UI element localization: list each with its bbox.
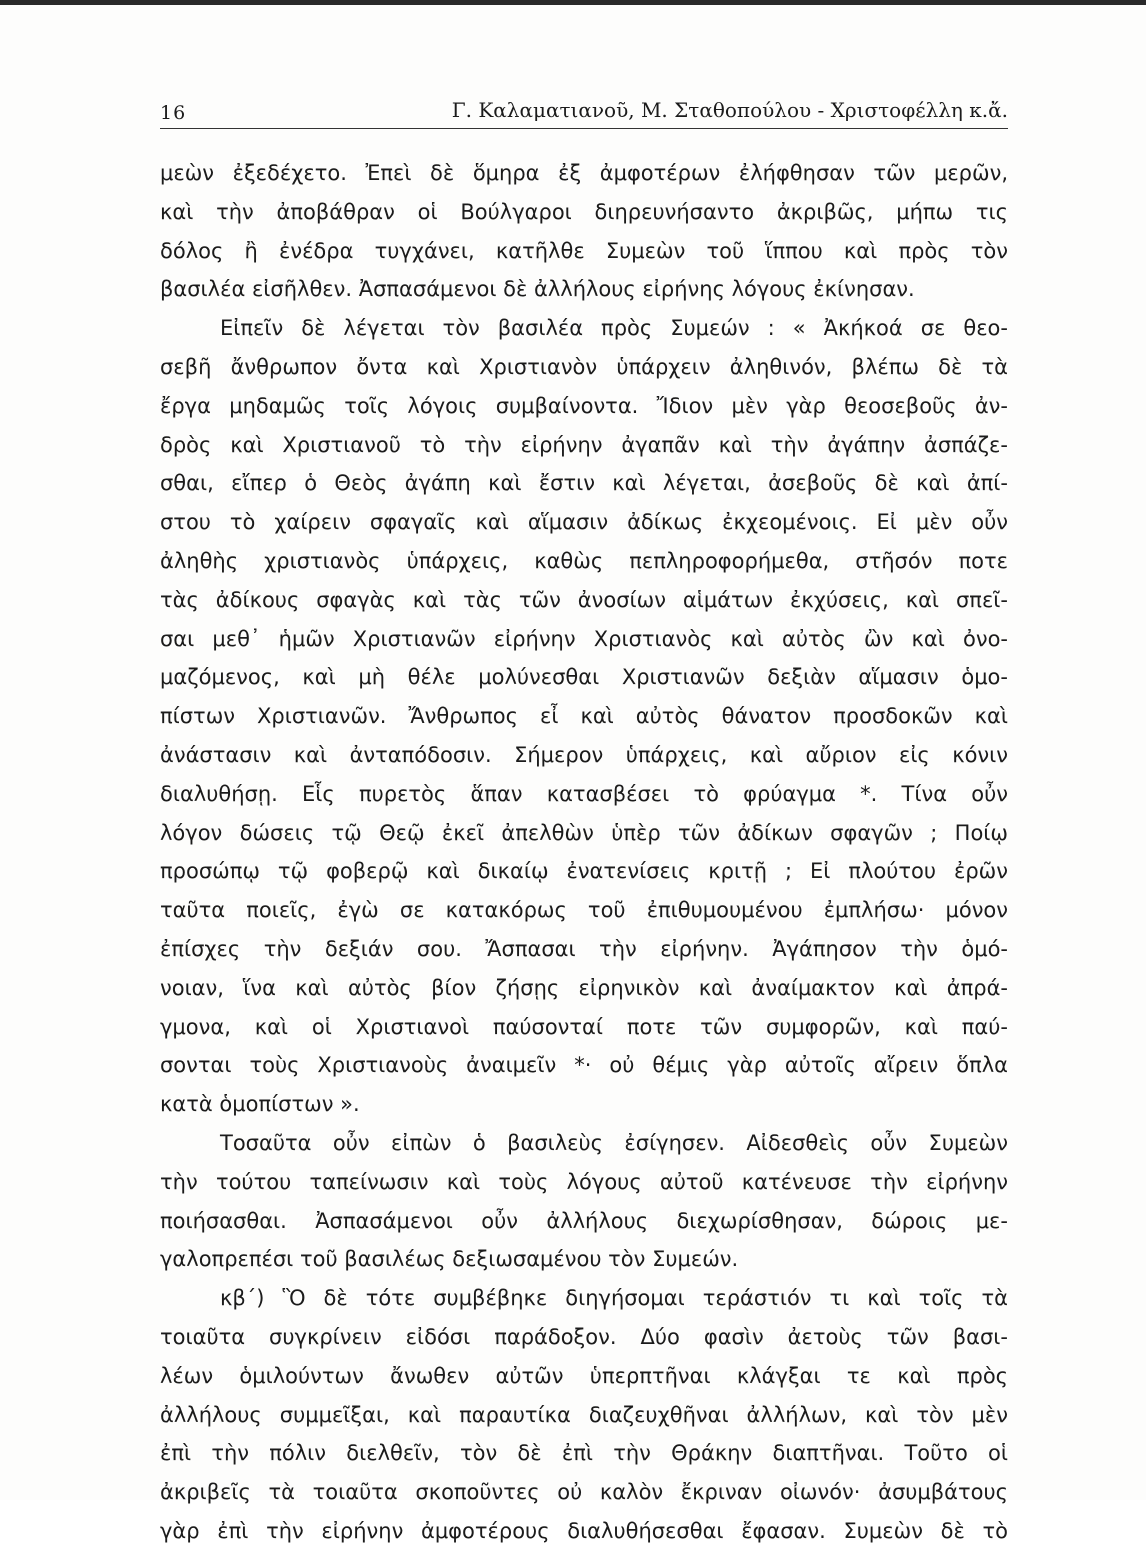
- text-line: πίστων Χριστιανῶν. Ἄνθρωπος εἶ καὶ αὐτὸς θάνατον προσδοκῶν καὶ: [160, 704, 1008, 729]
- text-line: προσώπῳ τῷ φοβερῷ καὶ δικαίῳ ἐνατενίσεις κριτῇ ; Εἰ πλούτου ἐρῶν: [160, 859, 1008, 884]
- text-line: σθαι, εἴπερ ὁ Θεὸς ἀγάπη καὶ ἔστιν καὶ λέγεται, ἀσεβοῦς δὲ καὶ ἀπί-: [160, 471, 1008, 496]
- text-line: ἔργα μηδαμῶς τοῖς λόγοις συμβαίνοντα. Ἴδιον μὲν γὰρ θεοσεβοῦς ἀν-: [160, 393, 1008, 418]
- text-line: ἐπίσχες τὴν δεξιάν σου. Ἄσπασαι τὴν εἰρήνην. Ἀγάπησον τὴν ὁμό-: [160, 936, 1008, 961]
- scan-top-edge: [0, 0, 1146, 5]
- text-line: δόλος ἢ ἐνέδρα τυγχάνει, κατῆλθε Συμεὼν τοῦ ἵππου καὶ πρὸς τὸν: [160, 238, 1008, 263]
- text-line: μεὼν ἐξεδέχετο. Ἐπεὶ δὲ ὅμηρα ἐξ ἀμφοτέρων ἐλήφθησαν τῶν μερῶν,: [160, 161, 1008, 185]
- text-line: ἀλλήλους συμμεῖξαι, καὶ παραυτίκα διαζευχθῆναι ἀλλήλων, καὶ τὸν μὲν: [160, 1402, 1008, 1427]
- text-line: κατὰ ὁμοπίστων ».: [160, 1092, 360, 1117]
- header-rule: [160, 128, 1008, 129]
- text-line: ἐπὶ τὴν πόλιν διελθεῖν, τὸν δὲ ἐπὶ τὴν Θράκην διαπτῆναι. Τοῦτο οἱ: [160, 1441, 1008, 1466]
- text-line: τὴν τούτου ταπείνωσιν καὶ τοὺς λόγους αὐτοῦ κατένευσε τὴν εἰρήνην: [160, 1169, 1008, 1194]
- text-line: λέων ὁμιλούντων ἄνωθεν αὐτῶν ὑπερπτῆναι κλάγξαι τε καὶ πρὸς: [160, 1363, 1008, 1388]
- text-line: ταῦτα ποιεῖς, ἐγὼ σε κατακόρως τοῦ ἐπιθυμουμένου ἐμπλήσω· μόνον: [160, 898, 1008, 923]
- text-line: κβ΄) Ὃ δὲ τότε συμβέβηκε διηγήσομαι τεράστιόν τι καὶ τοῖς τὰ: [220, 1286, 1008, 1311]
- text-line: σεβῆ ἄνθρωπον ὄντα καὶ Χριστιανὸν ὑπάρχειν ἀληθινόν, βλέπω δὲ τὰ: [160, 354, 1008, 379]
- text-line: δρὸς καὶ Χριστιανοῦ τὸ τὴν εἰρήνην ἀγαπᾶν καὶ τὴν ἀγάπην ἀσπάζε-: [160, 432, 1008, 457]
- body-text: [160, 154, 1008, 1551]
- text-line: ἀκριβεῖς τὰ τοιαῦτα σκοποῦντες οὐ καλὸν ἔκριναν οἰωνόν· ἀσυμβάτους: [160, 1480, 1008, 1505]
- text-line: τοιαῦτα συγκρίνειν εἰδόσι παράδοξον. Δύο φασὶν ἀετοὺς τῶν βασι-: [160, 1324, 1008, 1349]
- text-line: καὶ τὴν ἀποβάθραν οἱ Βούλγαροι διηρευνήσαντο ἀκριβῶς, μήπω τις: [160, 199, 1008, 224]
- text-line: ἀληθὴς χριστιανὸς ὑπάρχεις, καθὼς πεπληροφορήμεθα, στῆσόν ποτε: [160, 548, 1008, 573]
- text-line: σαι μεθ᾿ ἡμῶν Χριστιανῶν εἰρήνην Χριστιανὸς καὶ αὐτὸς ὢν καὶ ὀνο-: [160, 626, 1008, 651]
- text-line: τὰς ἀδίκους σφαγὰς καὶ τὰς τῶν ἀνοσίων αἱμάτων ἐκχύσεις, καὶ σπεῖ-: [160, 587, 1008, 612]
- text-line: λόγον δώσεις τῷ Θεῷ ἐκεῖ ἀπελθὼν ὑπὲρ τῶν ἀδίκων σφαγῶν ; Ποίῳ: [160, 820, 1008, 845]
- page-number: 16: [160, 102, 187, 124]
- page-header: [160, 96, 1008, 128]
- text-line: γὰρ ἐπὶ τὴν εἰρήνην ἀμφοτέρους διαλυθήσεσθαι ἔφασαν. Συμεὼν δὲ τὸ: [160, 1518, 1008, 1543]
- text-line: Τοσαῦτα οὖν εἰπὼν ὁ βασιλεὺς ἐσίγησεν. Αἰδεσθεὶς οὖν Συμεὼν: [220, 1130, 1008, 1155]
- text-line: διαλυθήσῃ. Εἷς πυρετὸς ἅπαν κατασβέσει τὸ φρύαγμα *. Τίνα οὖν: [160, 781, 1008, 806]
- text-line: μαζόμενος, καὶ μὴ θέλε μολύνεσθαι Χριστιανῶν δεξιὰν αἵμασιν ὁμο-: [160, 665, 1008, 690]
- text-line: Εἰπεῖν δὲ λέγεται τὸν βασιλέα πρὸς Συμεών : « Ἀκήκοά σε θεο-: [220, 316, 1008, 341]
- text-line: ποιήσασθαι. Ἀσπασάμενοι οὖν ἀλλήλους διεχωρίσθησαν, δώροις με-: [160, 1208, 1008, 1233]
- text-line: στου τὸ χαίρειν σφαγαῖς καὶ αἵμασιν ἀδίκως ἐκχεομένοις. Εἰ μὲν οὖν: [160, 510, 1008, 535]
- text-line: νοιαν, ἵνα καὶ αὐτὸς βίον ζήσῃς εἰρηνικὸν καὶ ἀναίμακτον καὶ ἀπρά-: [160, 975, 1008, 1000]
- text-line: γαλοπρεπέσι τοῦ βασιλέως δεξιωσαμένου τὸν Συμεών.: [160, 1247, 739, 1272]
- text-line: γμονα, καὶ οἱ Χριστιανοὶ παύσονταί ποτε τῶν συμφορῶν, καὶ παύ-: [160, 1014, 1008, 1039]
- text-line: σονται τοὺς Χριστιανοὺς ἀναιμεῖν *· οὐ θέμις γὰρ αὐτοῖς αἴρειν ὅπλα: [160, 1053, 1008, 1078]
- running-head: Γ. Καλαματιανοῦ, Μ. Σταθοπούλου - Χριστοφέλλη κ.ἄ.: [451, 98, 1008, 122]
- text-line: βασιλέα εἰσῆλθεν. Ἀσπασάμενοι δὲ ἀλλήλους εἰρήνης λόγους ἐκίνησαν.: [160, 277, 915, 302]
- text-line: ἀνάστασιν καὶ ἀνταπόδοσιν. Σήμερον ὑπάρχεις, καὶ αὔριον εἰς κόνιν: [160, 742, 1008, 767]
